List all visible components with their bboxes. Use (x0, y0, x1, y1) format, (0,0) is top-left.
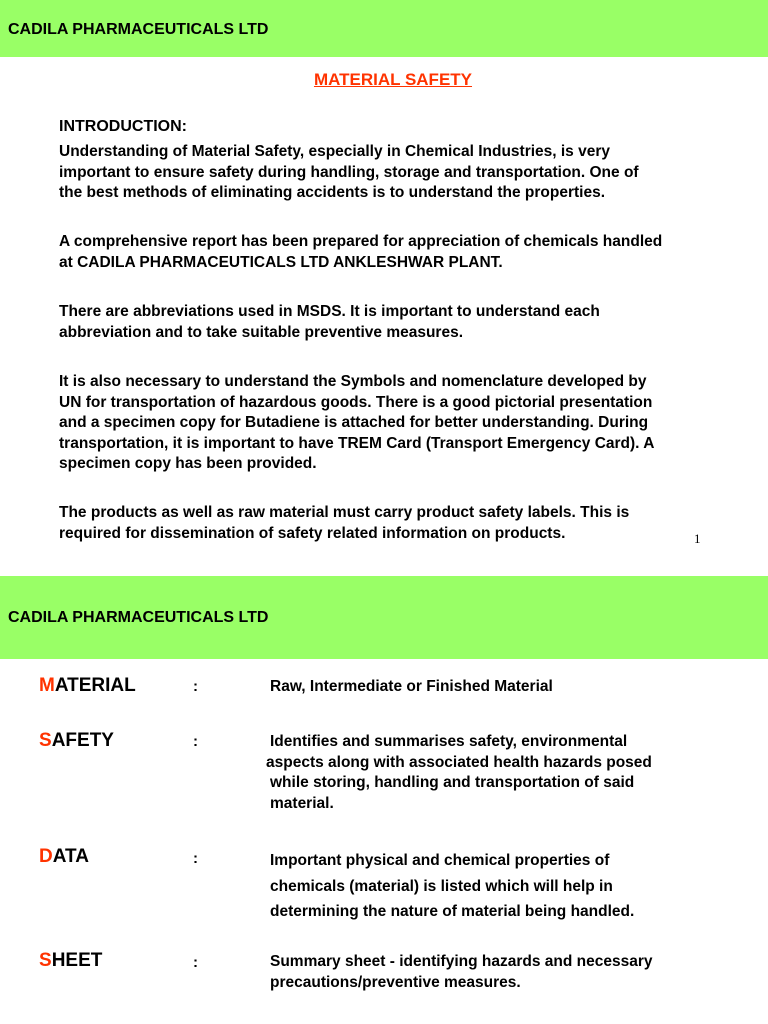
paragraph-line: The products as well as raw material must carry product safety labels. This is (59, 504, 630, 521)
term-colon: : (193, 954, 198, 971)
slide-title: MATERIAL SAFETY (313, 70, 473, 89)
paragraph-line: at CADILA PHARMACEUTICALS LTD ANKLESHWAR PLANT. (59, 253, 503, 271)
term-initial: D (39, 846, 53, 867)
definition-safety (266, 732, 710, 814)
definition-line: chemicals (material) is listed which will help in (270, 877, 613, 895)
slide-2 (0, 576, 768, 1024)
paragraph-line: It is also necessary to understand the Symbols and nomenclature developed by (59, 373, 647, 390)
term-initial: S (39, 730, 52, 751)
term-colon: : (193, 733, 198, 750)
term-initial: S (39, 950, 52, 971)
paragraph-line: important to ensure safety during handling, storage and transportation. One of (59, 163, 639, 181)
term-initial: M (39, 675, 55, 696)
paragraph-line: and a specimen copy for Butadiene is attached for better understanding. During (59, 414, 649, 431)
paragraph-line: Understanding of Material Safety, especially in Chemical Industries, is very (59, 143, 611, 160)
definition-line: Important physical and chemical properties of (270, 852, 610, 869)
header-bar (0, 0, 768, 57)
term-data (39, 846, 89, 868)
term-rest: ATA (52, 846, 89, 867)
paragraph-line: UN for transportation of hazardous goods. There is a good pictorial presentation (59, 393, 653, 411)
definition-line: while storing, handling and transportation of said (270, 774, 635, 791)
paragraph-line: specimen copy has been provided. (59, 455, 317, 472)
term-rest: AFETY (51, 730, 114, 751)
page-number: 1 (694, 531, 701, 546)
paragraph-4 (59, 372, 729, 475)
company-header: CADILA PHARMACEUTICALS LTD (8, 21, 269, 38)
term-colon: : (193, 678, 198, 695)
paragraph-5 (59, 503, 699, 544)
company-header: CADILA PHARMACEUTICALS LTD (8, 609, 269, 626)
term-safety (39, 730, 114, 752)
definition-sheet (270, 952, 710, 993)
paragraph-line: There are abbreviations used in MSDS. It is important to understand each (59, 303, 600, 320)
definition-line: precautions/preventive measures. (270, 973, 521, 991)
header-bar (0, 576, 768, 659)
definition-material (270, 677, 710, 698)
term-rest: HEET (51, 950, 103, 971)
definition-line: Identifies and summarises safety, environmental (270, 733, 628, 750)
term-rest: ATERIAL (54, 675, 136, 696)
definition-line: Summary sheet - identifying hazards and necessary (270, 953, 653, 970)
term-sheet (39, 950, 102, 972)
paragraph-line: A comprehensive report has been prepared for appreciation of chemicals handled (59, 233, 663, 250)
definition-line: material. (270, 794, 334, 812)
paragraph-line: the best methods of eliminating accidents is to understand the properties. (59, 184, 606, 201)
definition-line: determining the nature of material being handled. (270, 903, 635, 920)
definition-line: Raw, Intermediate or Finished Material (270, 678, 553, 695)
term-colon: : (193, 850, 198, 867)
paragraph-2 (59, 232, 729, 273)
paragraph-1 (59, 142, 729, 204)
paragraph-3 (59, 302, 729, 343)
paragraph-line: abbreviation and to take suitable preventive measures. (59, 323, 464, 341)
intro-heading: INTRODUCTION: (59, 118, 187, 135)
paragraph-line: transportation, it is important to have TREM Card (Transport Emergency Card). A (59, 434, 655, 452)
definition-line: aspects along with associated health hazards posed (266, 753, 652, 771)
definition-data (270, 848, 710, 925)
paragraph-line: required for dissemination of safety related information on products. (59, 524, 566, 542)
term-material (39, 675, 136, 697)
